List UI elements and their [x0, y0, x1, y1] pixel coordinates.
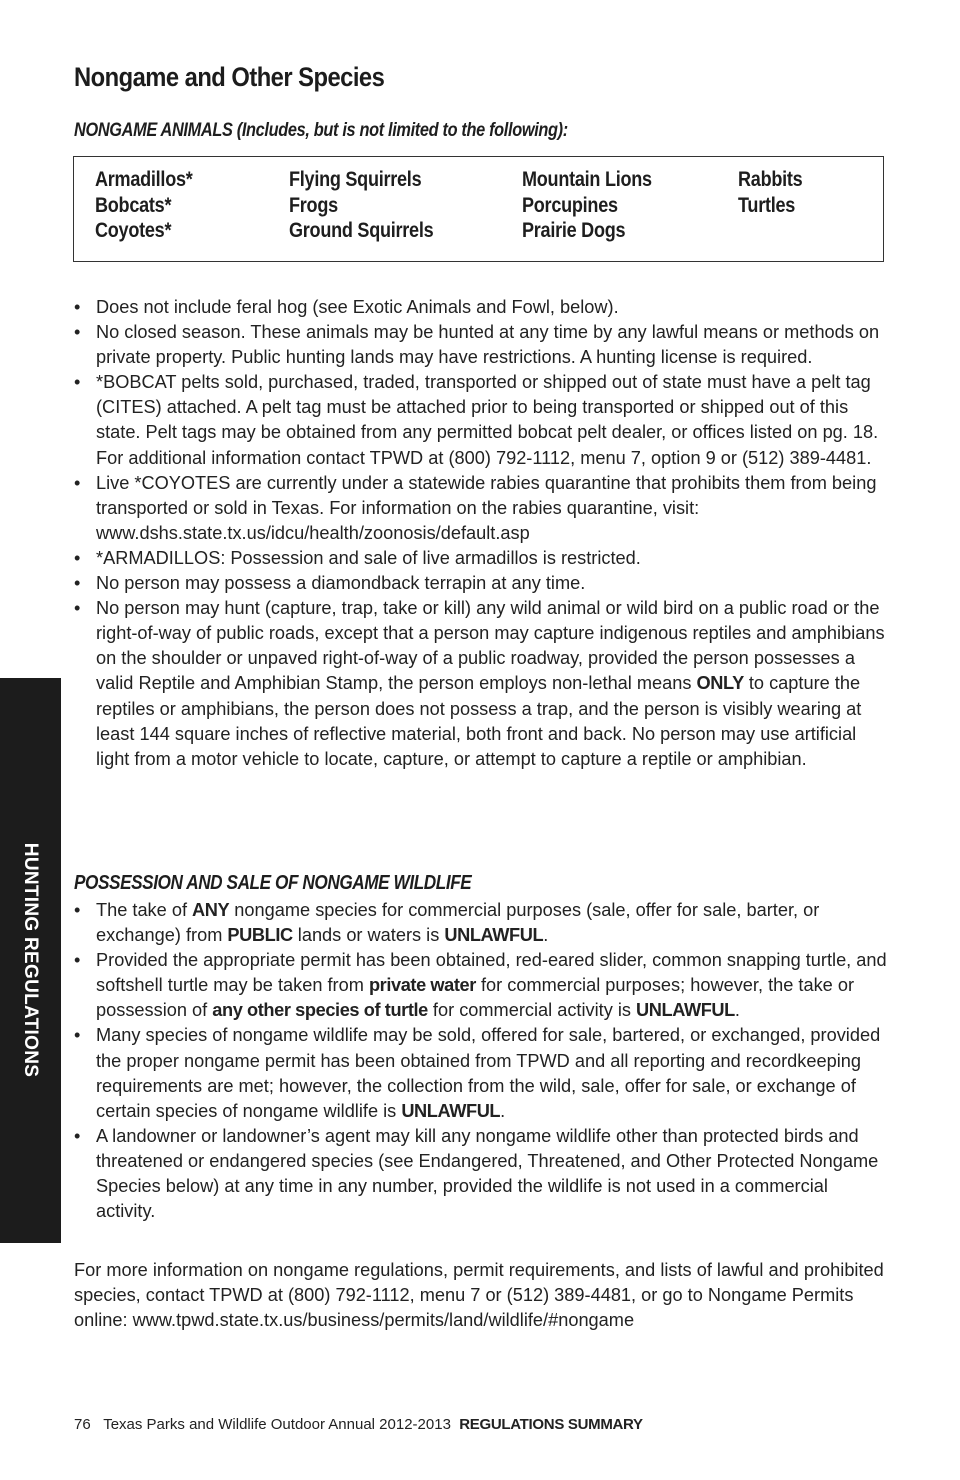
species-column [95, 167, 208, 244]
species-list-heading: NONGAME ANIMALS (Includes, but is not limited to the following): [74, 120, 568, 141]
side-tab-label: HUNTING REGULATIONS [20, 842, 41, 1078]
rule-item [74, 898, 888, 948]
rule-text: No person may hunt (capture, trap, take or kill) any wild animal or wild bird on a public road or the right-of-way of public roads, except that a person may capture indigenous reptiles and amphibians on the shoulder or unpaved right-of-way of a public roadway, provided the person possesses a valid Reptile and Amphibian Stamp, the person employs non-lethal means [96, 598, 885, 694]
species-item: Armadillos* [95, 168, 193, 191]
emphasis-text: UNLAWFUL [636, 1000, 735, 1021]
species-item: Mountain Lions [522, 168, 652, 191]
rule-text: A landowner or landowner’s agent may kill any nongame wildlife other than protected birds and threatened or endangered species (see Endangered, Threatened, and Other Protected Nongame Species below) at any time in any number, provided the wildlife is not used in a commercial activity. [96, 1125, 879, 1222]
rule-text: for commercial activity is [427, 1000, 637, 1021]
rule-text: Does not include feral hog (see Exotic Animals and Fowl, below). [96, 297, 619, 317]
rule-text: for commercial purposes; however, the take or possession of [96, 975, 855, 1021]
species-item: Coyotes* [95, 219, 172, 242]
bullet-icon: • [74, 1025, 81, 1046]
rule-item [74, 546, 888, 571]
species-list-box [73, 156, 884, 262]
bullet-icon: • [74, 598, 81, 619]
page-title: Nongame and Other Species [74, 62, 385, 92]
rule-item [74, 471, 888, 546]
species-item: Prairie Dogs [522, 219, 626, 242]
rule-item [74, 295, 888, 320]
bullet-icon: • [74, 372, 81, 393]
bullet-icon: • [74, 950, 81, 971]
publication-title: Texas Parks and Wildlife Outdoor Annual 2012-2013 [103, 1416, 451, 1433]
rule-item [74, 1023, 888, 1123]
emphasis-text: private water [368, 975, 476, 996]
page-footer [74, 1416, 643, 1433]
species-item: Flying Squirrels [289, 168, 422, 191]
rule-text: Many species of nongame wildlife may be sold, offered for sale, bartered, or exchanged, provided the proper nongame permit has been obtained from TPWD and all reporting and recordkeeping requirements are met; however, the collection from the wild, sale, offer for sale, or exchange of certain species of nongame wildlife is [96, 1025, 881, 1121]
bullet-icon: • [74, 472, 81, 493]
species-column [289, 167, 457, 244]
emphasis-text: PUBLIC [227, 925, 293, 946]
bullet-icon: • [74, 1125, 81, 1146]
possession-rules-list [74, 898, 888, 1224]
rule-text: . [734, 1000, 740, 1021]
bullet-icon: • [74, 573, 81, 594]
bullet-icon: • [74, 322, 81, 343]
emphasis-text: ONLY [696, 673, 744, 694]
rule-text: Provided the appropriate permit has been obtained, red-eared slider, common snapping turtle, and softshell turtle may be taken from [96, 950, 887, 996]
page-number: 76 [74, 1416, 91, 1433]
rule-item [74, 596, 888, 772]
rule-text: No person may possess a diamondback terrapin at any time. [96, 573, 586, 594]
section-label: REGULATIONS SUMMARY [459, 1416, 643, 1433]
species-item: Turtles [738, 193, 796, 217]
bullet-icon: • [74, 297, 81, 317]
emphasis-text: ANY [192, 900, 230, 920]
species-item: Rabbits [738, 168, 803, 191]
rule-text: *BOBCAT pelts sold, purchased, traded, transported or shipped out of state must have a pelt tag (CITES) attached. A pelt tag must be attached prior to being transported or shipped out of this state. Pelt tags may be obtained from any permitted bobcat pelt dealer, or offices listed on pg. 18. For additional information contact TPWD at (800) 792-1112, menu 7, option 9 or (512) 389-4481. [96, 372, 879, 468]
species-item: Porcupines [522, 193, 618, 217]
rule-text: Live *COYOTES are currently under a statewide rabies quarantine that prohibits them from being transported or sold in Texas. For information on the rabies quarantine, visit: www.dshs.state.tx.us/idcu/health/zoonosis/default.asp [96, 472, 877, 543]
emphasis-text: UNLAWFUL [401, 1100, 501, 1121]
rule-item [74, 320, 888, 370]
species-item: Ground Squirrels [289, 219, 434, 242]
species-item: Bobcats* [95, 193, 172, 217]
section-side-tab [0, 678, 61, 1243]
rule-item [74, 1124, 888, 1224]
rule-item [74, 948, 888, 1023]
bullet-icon: • [74, 547, 81, 568]
rule-text: . [500, 1100, 506, 1121]
rule-text: . [543, 925, 549, 946]
rule-text: lands or waters is [292, 925, 445, 946]
species-column [738, 167, 813, 218]
rule-text: nongame species for commercial purposes (sale, offer for sale, barter, or exchange) from [96, 900, 820, 946]
rule-text: The take of [96, 900, 193, 920]
general-rules-list [74, 295, 888, 772]
closing-paragraph: For more information on nongame regulations, permit requirements, and lists of lawful and prohibited species, contact TPWD at (800) 792-1112, menu 7 or (512) 389-4481, or go to Nongame Permits online: www.tpwd.state.tx.us/business/permits/land/wildlife/#nongame [74, 1260, 884, 1331]
rule-item [74, 370, 888, 470]
possession-section-heading: POSSESSION AND SALE OF NONGAME WILDLIFE [74, 872, 472, 894]
emphasis-text: UNLAWFUL [444, 925, 544, 946]
species-item: Frogs [289, 193, 338, 217]
bullet-icon: • [74, 900, 81, 920]
rule-text: *ARMADILLOS: Possession and sale of live armadillos is restricted. [96, 547, 641, 568]
rule-text: No closed season. These animals may be hunted at any time by any lawful means or methods on private property. Public hunting lands may have restrictions. A hunting license is required. [96, 322, 880, 368]
species-column [522, 167, 673, 244]
rule-text: to capture the reptiles or amphibians, the person does not possess a trap, and the person is visibly wearing at least 144 square inches of reflective material, both front and back. No person may use artificial light from a motor vehicle to locate, capture, or attempt to capture a reptile or amphibian. [96, 673, 862, 769]
rule-item [74, 571, 888, 596]
emphasis-text: any other species of turtle [212, 1000, 428, 1021]
